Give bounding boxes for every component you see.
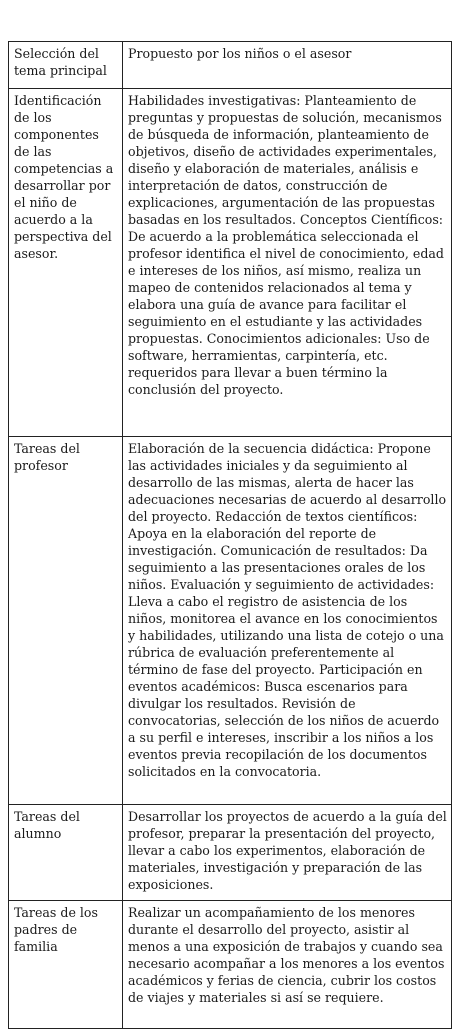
table-row bbox=[9, 437, 452, 805]
row-label: Tareas del alumno bbox=[14, 809, 80, 841]
row-label: Tareas del profesor bbox=[14, 441, 80, 473]
table-row bbox=[9, 901, 452, 1029]
table-row bbox=[9, 805, 452, 901]
row-label: Identificación de los componentes de las competencias a desarrollar por el niño de acuerdo a la perspectiva del asesor. bbox=[14, 93, 114, 261]
row-content: Propuesto por los niños o el asesor bbox=[128, 46, 352, 61]
row-label-cell bbox=[9, 42, 123, 89]
row-label-cell bbox=[9, 437, 123, 805]
row-label: Selección del tema principal bbox=[14, 46, 107, 78]
table-row bbox=[9, 89, 452, 437]
table-row bbox=[9, 42, 452, 89]
row-content-cell bbox=[123, 89, 452, 437]
row-label-cell bbox=[9, 901, 123, 1029]
row-content: Habilidades investigativas: Planteamiento de preguntas y propuestas de solución, mecanismos de búsqueda de información, planteamiento de objetivos, diseño de actividades experimentales, diseño y elaboración de materiales, análisis e interpretación de datos, construcción de explicaciones, argumentación de las propuestas basadas en los resultados. Conceptos Científicos: De acuerdo a la problemática seleccionada el profesor identifica el nivel de conocimiento, edad e intereses de los niños, así mismo, realiza un mapeo de contenidos relacionados al tema y elabora una guía de avance para facilitar el seguimiento en el estudiante y las actividades propuestas. Conocimientos adicionales: Uso de software, herramientas, carpintería, etc. requeridos para llevar a buen término la conclusión del proyecto. bbox=[128, 93, 444, 397]
row-content-cell bbox=[123, 901, 452, 1029]
row-content-cell bbox=[123, 42, 452, 89]
row-label-cell bbox=[9, 89, 123, 437]
row-label-cell bbox=[9, 805, 123, 901]
row-content-cell bbox=[123, 805, 452, 901]
row-content: Realizar un acompañamiento de los menores durante el desarrollo del proyecto, asistir al menos a una exposición de trabajos y cuando sea necesario acompañar a los menores a los eventos académicos y ferias de ciencia, cubrir los costos de viajes y materiales si así se requiere. bbox=[128, 905, 445, 1005]
row-content-cell bbox=[123, 437, 452, 805]
row-content: Desarrollar los proyectos de acuerdo a la guía del profesor, preparar la presentación del proyecto, llevar a cabo los experimentos, elaboración de materiales, investigación y preparación de las exposiciones. bbox=[128, 809, 447, 892]
row-label: Tareas de los padres de familia bbox=[14, 905, 98, 954]
row-content: Elaboración de la secuencia didáctica: Propone las actividades iniciales y da seguimiento al desarrollo de las mismas, alerta de hacer las adecuaciones necesarias de acuerdo al desarrollo del proyecto. Redacción de textos científicos: Apoya en la elaboración del reporte de investigación. Comunicación de resultados: Da seguimiento a las presentaciones orales de los niños. Evaluación y seguimiento de actividades: Lleva a cabo el registro de asistencia de los niños, monitorea el avance en los conocimientos y habilidades, utilizando una lista de cotejo o una rúbrica de evaluación preferentemente al término de fase del proyecto. Participación en eventos académicos: Busca escenarios para divulgar los resultados. Revisión de convocatorias, selección de los niños de acuerdo a su perfil e intereses, inscribir a los niños a los eventos previa recopilación de los documentos solicitados en la convocatoria. bbox=[128, 441, 447, 779]
roles-table bbox=[8, 41, 452, 1029]
